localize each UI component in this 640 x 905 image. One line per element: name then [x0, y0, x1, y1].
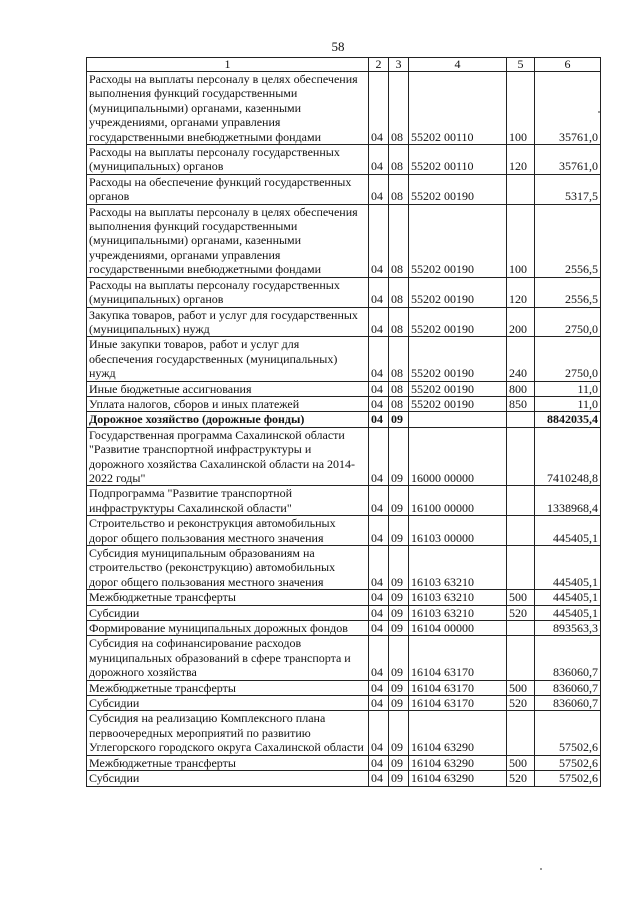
row-section-cell: 04 [369, 696, 389, 711]
table-row [87, 605, 601, 620]
row-target-article-cell: 16104 00000 [409, 621, 507, 636]
row-subsection-cell: 08 [389, 145, 409, 175]
row-expense-type-cell: 100 [507, 204, 535, 277]
row-name-cell: Закупка товаров, работ и услуг для государственных (муниципальных) нужд [87, 307, 369, 337]
row-target-article-cell: 55202 00110 [409, 145, 507, 175]
row-subsection-cell: 09 [389, 412, 409, 427]
row-target-article-cell: 55202 00190 [409, 337, 507, 381]
row-section-cell: 04 [369, 381, 389, 396]
table-row [87, 204, 601, 277]
row-amount-cell: 5317,5 [535, 174, 601, 204]
row-name-cell: Субсидии [87, 771, 369, 786]
row-expense-type-cell: 120 [507, 277, 535, 307]
row-expense-type-cell: 800 [507, 381, 535, 396]
table-row [87, 381, 601, 396]
row-subsection-cell: 09 [389, 755, 409, 770]
row-expense-type-cell: 520 [507, 771, 535, 786]
row-amount-cell: 2750,0 [535, 307, 601, 337]
row-amount-cell: 57502,6 [535, 711, 601, 755]
row-name-cell: Расходы на выплаты персоналу в целях обеспечения выполнения функций государственными (муниципальными) органами, казенными учреждениями, органами управления государственными внебюджетными фондами [87, 204, 369, 277]
table-row [87, 546, 601, 590]
table-row [87, 307, 601, 337]
table-row [87, 72, 601, 145]
row-amount-cell: 35761,0 [535, 72, 601, 145]
row-name-cell: Иные бюджетные ассигнования [87, 381, 369, 396]
row-section-cell: 04 [369, 412, 389, 427]
row-name-cell: Уплата налогов, сборов и иных платежей [87, 396, 369, 411]
row-section-cell: 04 [369, 516, 389, 546]
row-subsection-cell: 08 [389, 72, 409, 145]
table-row [87, 337, 601, 381]
budget-table [86, 57, 601, 787]
row-section-cell: 04 [369, 755, 389, 770]
column-header: 5 [507, 58, 535, 72]
row-name-cell: Строительство и реконструкция автомобильных дорог общего пользования местного значения [87, 516, 369, 546]
row-name-cell: Межбюджетные трансферты [87, 680, 369, 695]
row-amount-cell: 35761,0 [535, 145, 601, 175]
table-row [87, 396, 601, 411]
row-name-cell: Субсидии [87, 696, 369, 711]
row-expense-type-cell [507, 516, 535, 546]
row-target-article-cell: 55202 00190 [409, 381, 507, 396]
row-amount-cell: 445405,1 [535, 546, 601, 590]
table-row [87, 516, 601, 546]
row-expense-type-cell [507, 621, 535, 636]
column-header: 3 [389, 58, 409, 72]
row-expense-type-cell: 240 [507, 337, 535, 381]
row-section-cell: 04 [369, 307, 389, 337]
column-header: 2 [369, 58, 389, 72]
row-section-cell: 04 [369, 72, 389, 145]
row-target-article-cell: 16103 00000 [409, 516, 507, 546]
row-expense-type-cell [507, 174, 535, 204]
row-subsection-cell: 08 [389, 204, 409, 277]
row-name-cell: Субсидия муниципальным образованиям на строительство (реконструкцию) автомобильных дорог общего пользования местного значения [87, 546, 369, 590]
row-target-article-cell: 55202 00190 [409, 204, 507, 277]
row-subsection-cell: 09 [389, 590, 409, 605]
row-target-article-cell: 16104 63290 [409, 755, 507, 770]
row-section-cell: 04 [369, 546, 389, 590]
row-section-cell: 04 [369, 621, 389, 636]
row-section-cell: 04 [369, 771, 389, 786]
row-target-article-cell: 16104 63170 [409, 680, 507, 695]
row-section-cell: 04 [369, 680, 389, 695]
column-header: 6 [535, 58, 601, 72]
row-expense-type-cell: 200 [507, 307, 535, 337]
row-target-article-cell: 55202 00110 [409, 72, 507, 145]
table-row [87, 621, 601, 636]
row-section-cell: 04 [369, 605, 389, 620]
row-subsection-cell: 08 [389, 337, 409, 381]
row-amount-cell: 445405,1 [535, 605, 601, 620]
row-amount-cell: 1338968,4 [535, 486, 601, 516]
row-target-article-cell: 16000 00000 [409, 427, 507, 486]
row-section-cell: 04 [369, 711, 389, 755]
row-section-cell: 04 [369, 204, 389, 277]
table-row [87, 174, 601, 204]
row-amount-cell: 57502,6 [535, 771, 601, 786]
row-amount-cell: 2556,5 [535, 277, 601, 307]
row-amount-cell: 57502,6 [535, 755, 601, 770]
row-name-cell: Расходы на обеспечение функций государственных органов [87, 174, 369, 204]
row-name-cell: Субсидия на софинансирование расходов муниципальных образований в сфере транспорта и дорожного хозяйства [87, 636, 369, 680]
table-row [87, 636, 601, 680]
row-section-cell: 04 [369, 427, 389, 486]
row-subsection-cell: 08 [389, 381, 409, 396]
row-subsection-cell: 09 [389, 696, 409, 711]
table-row [87, 277, 601, 307]
row-name-cell: Подпрограмма "Развитие транспортной инфраструктуры Сахалинской области" [87, 486, 369, 516]
row-amount-cell: 11,0 [535, 381, 601, 396]
row-amount-cell: 2556,5 [535, 204, 601, 277]
row-expense-type-cell [507, 636, 535, 680]
row-expense-type-cell: 520 [507, 696, 535, 711]
row-subsection-cell: 08 [389, 396, 409, 411]
table-row [87, 680, 601, 695]
row-target-article-cell: 16103 63210 [409, 546, 507, 590]
row-expense-type-cell [507, 412, 535, 427]
row-subsection-cell: 09 [389, 516, 409, 546]
row-amount-cell: 836060,7 [535, 696, 601, 711]
row-target-article-cell: 16103 63210 [409, 590, 507, 605]
row-name-cell: Субсидии [87, 605, 369, 620]
row-subsection-cell: 09 [389, 486, 409, 516]
row-expense-type-cell [507, 427, 535, 486]
table-row [87, 711, 601, 755]
row-section-cell: 04 [369, 636, 389, 680]
row-subsection-cell: 09 [389, 621, 409, 636]
row-expense-type-cell: 120 [507, 145, 535, 175]
row-section-cell: 04 [369, 590, 389, 605]
row-subsection-cell: 09 [389, 546, 409, 590]
row-subsection-cell: 08 [389, 174, 409, 204]
table-row [87, 771, 601, 786]
row-subsection-cell: 09 [389, 711, 409, 755]
table-row [87, 590, 601, 605]
table-row [87, 755, 601, 770]
row-name-cell: Расходы на выплаты персоналу в целях обеспечения выполнения функций государственными (муниципальными) органами, казенными учреждениями, органами управления государственными внебюджетными фондами [87, 72, 369, 145]
row-expense-type-cell: 500 [507, 680, 535, 695]
row-name-cell: Государственная программа Сахалинской области "Развитие транспортной инфраструктуры и дорожного хозяйства Сахалинской области на 2014-2022 годы" [87, 427, 369, 486]
row-target-article-cell: 55202 00190 [409, 174, 507, 204]
scan-speck [598, 111, 600, 113]
row-target-article-cell: 16100 00000 [409, 486, 507, 516]
row-section-cell: 04 [369, 174, 389, 204]
row-name-cell: Расходы на выплаты персоналу государственных (муниципальных) органов [87, 277, 369, 307]
row-section-cell: 04 [369, 486, 389, 516]
row-subsection-cell: 09 [389, 771, 409, 786]
row-amount-cell: 893563,3 [535, 621, 601, 636]
row-amount-cell: 2750,0 [535, 337, 601, 381]
table-row [87, 696, 601, 711]
row-expense-type-cell [507, 546, 535, 590]
row-target-article-cell: 16104 63170 [409, 636, 507, 680]
row-target-article-cell: 16104 63290 [409, 771, 507, 786]
page-number: 58 [331, 39, 345, 54]
table-row [87, 145, 601, 175]
row-amount-cell: 836060,7 [535, 636, 601, 680]
table-row [87, 427, 601, 486]
row-amount-cell: 445405,1 [535, 590, 601, 605]
row-amount-cell: 445405,1 [535, 516, 601, 546]
row-amount-cell: 8842035,4 [535, 412, 601, 427]
row-amount-cell: 11,0 [535, 396, 601, 411]
row-name-cell: Дорожное хозяйство (дорожные фонды) [87, 412, 369, 427]
row-section-cell: 04 [369, 337, 389, 381]
row-expense-type-cell: 520 [507, 605, 535, 620]
row-subsection-cell: 08 [389, 277, 409, 307]
row-section-cell: 04 [369, 145, 389, 175]
row-name-cell: Субсидия на реализацию Комплексного плана первоочередных мероприятий по развитию Углегорского городского округа Сахалинской области [87, 711, 369, 755]
column-header: 4 [409, 58, 507, 72]
row-name-cell: Межбюджетные трансферты [87, 755, 369, 770]
row-target-article-cell: 16104 63170 [409, 696, 507, 711]
row-subsection-cell: 09 [389, 605, 409, 620]
row-target-article-cell [409, 412, 507, 427]
row-expense-type-cell [507, 711, 535, 755]
row-subsection-cell: 09 [389, 427, 409, 486]
row-target-article-cell: 55202 00190 [409, 277, 507, 307]
row-name-cell: Межбюджетные трансферты [87, 590, 369, 605]
row-subsection-cell: 09 [389, 636, 409, 680]
row-expense-type-cell: 500 [507, 590, 535, 605]
row-target-article-cell: 55202 00190 [409, 396, 507, 411]
row-name-cell: Формирование муниципальных дорожных фондов [87, 621, 369, 636]
row-subsection-cell: 09 [389, 680, 409, 695]
row-subsection-cell: 08 [389, 307, 409, 337]
row-section-cell: 04 [369, 277, 389, 307]
row-target-article-cell: 16103 63210 [409, 605, 507, 620]
row-expense-type-cell [507, 486, 535, 516]
row-expense-type-cell: 850 [507, 396, 535, 411]
row-name-cell: Расходы на выплаты персоналу государственных (муниципальных) органов [87, 145, 369, 175]
row-name-cell: Иные закупки товаров, работ и услуг для обеспечения государственных (муниципальных) нужд [87, 337, 369, 381]
row-expense-type-cell: 100 [507, 72, 535, 145]
table-row [87, 412, 601, 427]
table-header-row [87, 58, 601, 72]
row-target-article-cell: 16104 63290 [409, 711, 507, 755]
row-target-article-cell: 55202 00190 [409, 307, 507, 337]
scan-speck [540, 868, 542, 870]
row-amount-cell: 7410248,8 [535, 427, 601, 486]
column-header: 1 [87, 58, 369, 72]
row-amount-cell: 836060,7 [535, 680, 601, 695]
row-expense-type-cell: 500 [507, 755, 535, 770]
row-section-cell: 04 [369, 396, 389, 411]
table-row [87, 486, 601, 516]
